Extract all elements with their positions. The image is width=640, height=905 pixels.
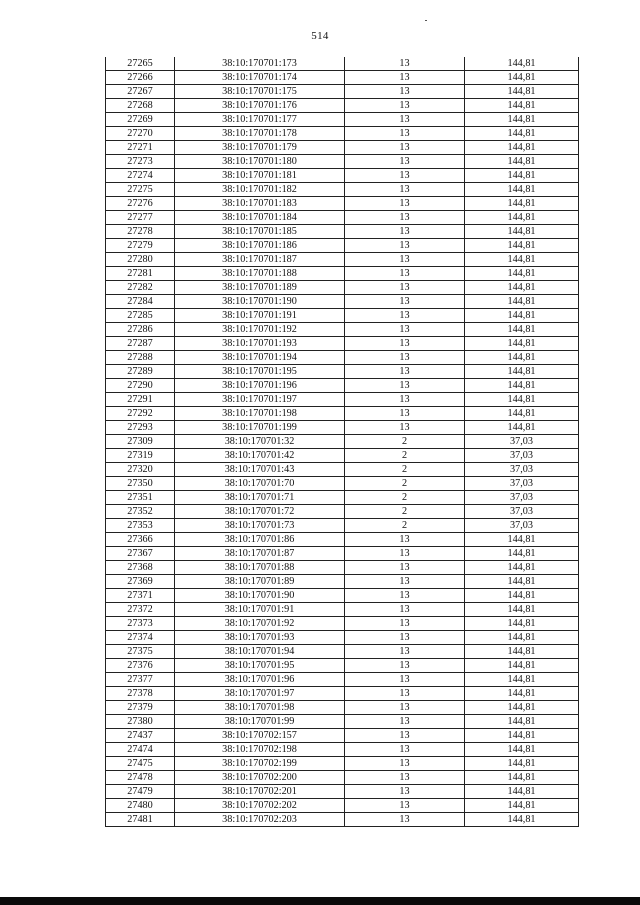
area-cell: 144,81 [465, 169, 579, 183]
table-row [106, 743, 579, 757]
data-table-container [105, 57, 579, 827]
share-cell: 13 [345, 673, 465, 687]
share-cell: 13 [345, 617, 465, 631]
area-cell: 144,81 [465, 603, 579, 617]
area-cell: 144,81 [465, 575, 579, 589]
share-cell: 13 [345, 799, 465, 813]
cadastral-number-cell: 38:10:170701:98 [175, 701, 345, 715]
area-cell: 144,81 [465, 99, 579, 113]
table-row [106, 659, 579, 673]
area-cell: 144,81 [465, 57, 579, 71]
row-number-cell: 27369 [106, 575, 175, 589]
table-row [106, 155, 579, 169]
row-number-cell: 27288 [106, 351, 175, 365]
cadastral-number-cell: 38:10:170701:188 [175, 267, 345, 281]
share-cell: 13 [345, 71, 465, 85]
row-number-cell: 27286 [106, 323, 175, 337]
share-cell: 13 [345, 379, 465, 393]
share-cell: 13 [345, 267, 465, 281]
cadastral-number-cell: 38:10:170701:94 [175, 645, 345, 659]
row-number-cell: 27265 [106, 57, 175, 71]
table-row [106, 715, 579, 729]
cadastral-number-cell: 38:10:170701:185 [175, 225, 345, 239]
share-cell: 2 [345, 491, 465, 505]
cadastral-number-cell: 38:10:170701:197 [175, 393, 345, 407]
row-number-cell: 27378 [106, 687, 175, 701]
table-row [106, 729, 579, 743]
share-cell: 13 [345, 197, 465, 211]
table-row [106, 813, 579, 827]
area-cell: 144,81 [465, 771, 579, 785]
row-number-cell: 27291 [106, 393, 175, 407]
row-number-cell: 27351 [106, 491, 175, 505]
area-cell: 144,81 [465, 799, 579, 813]
row-number-cell: 27352 [106, 505, 175, 519]
row-number-cell: 27274 [106, 169, 175, 183]
share-cell: 13 [345, 589, 465, 603]
row-number-cell: 27377 [106, 673, 175, 687]
cadastral-number-cell: 38:10:170701:196 [175, 379, 345, 393]
table-row [106, 239, 579, 253]
area-cell: 144,81 [465, 687, 579, 701]
area-cell: 144,81 [465, 281, 579, 295]
table-row [106, 197, 579, 211]
cadastral-number-cell: 38:10:170701:181 [175, 169, 345, 183]
area-cell: 144,81 [465, 645, 579, 659]
table-row [106, 617, 579, 631]
scan-speck [425, 20, 427, 21]
share-cell: 13 [345, 533, 465, 547]
row-number-cell: 27276 [106, 197, 175, 211]
share-cell: 13 [345, 211, 465, 225]
area-cell: 144,81 [465, 659, 579, 673]
area-cell: 144,81 [465, 127, 579, 141]
table-row [106, 113, 579, 127]
table-row [106, 127, 579, 141]
row-number-cell: 27379 [106, 701, 175, 715]
cadastral-number-cell: 38:10:170701:186 [175, 239, 345, 253]
row-number-cell: 27373 [106, 617, 175, 631]
cadastral-number-cell: 38:10:170701:95 [175, 659, 345, 673]
table-row [106, 477, 579, 491]
share-cell: 2 [345, 463, 465, 477]
row-number-cell: 27481 [106, 813, 175, 827]
area-cell: 144,81 [465, 393, 579, 407]
cadastral-number-cell: 38:10:170701:189 [175, 281, 345, 295]
cadastral-number-cell: 38:10:170702:202 [175, 799, 345, 813]
row-number-cell: 27479 [106, 785, 175, 799]
row-number-cell: 27267 [106, 85, 175, 99]
table-row [106, 211, 579, 225]
table-row [106, 71, 579, 85]
area-cell: 144,81 [465, 351, 579, 365]
share-cell: 13 [345, 561, 465, 575]
cadastral-number-cell: 38:10:170701:177 [175, 113, 345, 127]
cadastral-number-cell: 38:10:170701:195 [175, 365, 345, 379]
table-row [106, 757, 579, 771]
cadastral-number-cell: 38:10:170701:192 [175, 323, 345, 337]
page-number: 514 [311, 30, 329, 42]
cadastral-number-cell: 38:10:170701:42 [175, 449, 345, 463]
share-cell: 13 [345, 813, 465, 827]
row-number-cell: 27371 [106, 589, 175, 603]
cadastral-number-cell: 38:10:170701:71 [175, 491, 345, 505]
cadastral-number-cell: 38:10:170701:173 [175, 57, 345, 71]
share-cell: 13 [345, 575, 465, 589]
cadastral-number-cell: 38:10:170701:199 [175, 421, 345, 435]
data-table [105, 57, 579, 827]
cadastral-number-cell: 38:10:170701:91 [175, 603, 345, 617]
table-row [106, 365, 579, 379]
table-row [106, 771, 579, 785]
row-number-cell: 27289 [106, 365, 175, 379]
row-number-cell: 27350 [106, 477, 175, 491]
table-row [106, 337, 579, 351]
share-cell: 13 [345, 701, 465, 715]
cadastral-number-cell: 38:10:170701:73 [175, 519, 345, 533]
area-cell: 144,81 [465, 337, 579, 351]
cadastral-number-cell: 38:10:170702:199 [175, 757, 345, 771]
area-cell: 144,81 [465, 197, 579, 211]
table-row [106, 645, 579, 659]
area-cell: 144,81 [465, 85, 579, 99]
cadastral-number-cell: 38:10:170701:187 [175, 253, 345, 267]
area-cell: 144,81 [465, 617, 579, 631]
share-cell: 13 [345, 631, 465, 645]
row-number-cell: 27309 [106, 435, 175, 449]
row-number-cell: 27478 [106, 771, 175, 785]
table-row [106, 225, 579, 239]
row-number-cell: 27475 [106, 757, 175, 771]
table-row [106, 533, 579, 547]
share-cell: 13 [345, 113, 465, 127]
share-cell: 13 [345, 645, 465, 659]
table-row [106, 785, 579, 799]
area-cell: 144,81 [465, 743, 579, 757]
share-cell: 2 [345, 477, 465, 491]
row-number-cell: 27437 [106, 729, 175, 743]
table-row [106, 351, 579, 365]
row-number-cell: 27375 [106, 645, 175, 659]
share-cell: 13 [345, 365, 465, 379]
cadastral-number-cell: 38:10:170701:184 [175, 211, 345, 225]
cadastral-number-cell: 38:10:170701:88 [175, 561, 345, 575]
row-number-cell: 27270 [106, 127, 175, 141]
table-row [106, 323, 579, 337]
area-cell: 144,81 [465, 225, 579, 239]
table-row [106, 379, 579, 393]
share-cell: 13 [345, 785, 465, 799]
row-number-cell: 27271 [106, 141, 175, 155]
cadastral-number-cell: 38:10:170701:174 [175, 71, 345, 85]
share-cell: 13 [345, 743, 465, 757]
cadastral-number-cell: 38:10:170701:99 [175, 715, 345, 729]
area-cell: 144,81 [465, 701, 579, 715]
share-cell: 13 [345, 687, 465, 701]
row-number-cell: 27320 [106, 463, 175, 477]
table-row [106, 183, 579, 197]
cadastral-number-cell: 38:10:170701:183 [175, 197, 345, 211]
table-row [106, 407, 579, 421]
table-row [106, 547, 579, 561]
area-cell: 144,81 [465, 673, 579, 687]
row-number-cell: 27293 [106, 421, 175, 435]
table-row [106, 687, 579, 701]
row-number-cell: 27474 [106, 743, 175, 757]
share-cell: 13 [345, 323, 465, 337]
scan-bottom-border [0, 897, 640, 905]
table-row [106, 309, 579, 323]
cadastral-number-cell: 38:10:170702:200 [175, 771, 345, 785]
area-cell: 37,03 [465, 435, 579, 449]
share-cell: 13 [345, 351, 465, 365]
share-cell: 2 [345, 449, 465, 463]
area-cell: 144,81 [465, 407, 579, 421]
cadastral-number-cell: 38:10:170702:201 [175, 785, 345, 799]
row-number-cell: 27367 [106, 547, 175, 561]
row-number-cell: 27266 [106, 71, 175, 85]
share-cell: 13 [345, 183, 465, 197]
cadastral-number-cell: 38:10:170701:72 [175, 505, 345, 519]
cadastral-number-cell: 38:10:170701:194 [175, 351, 345, 365]
area-cell: 37,03 [465, 505, 579, 519]
row-number-cell: 27269 [106, 113, 175, 127]
table-row [106, 505, 579, 519]
cadastral-number-cell: 38:10:170701:178 [175, 127, 345, 141]
share-cell: 13 [345, 155, 465, 169]
table-row [106, 99, 579, 113]
table-row [106, 603, 579, 617]
area-cell: 144,81 [465, 239, 579, 253]
cadastral-number-cell: 38:10:170701:198 [175, 407, 345, 421]
cadastral-number-cell: 38:10:170701:190 [175, 295, 345, 309]
row-number-cell: 27353 [106, 519, 175, 533]
table-row [106, 267, 579, 281]
row-number-cell: 27380 [106, 715, 175, 729]
row-number-cell: 27277 [106, 211, 175, 225]
area-cell: 144,81 [465, 547, 579, 561]
area-cell: 37,03 [465, 463, 579, 477]
row-number-cell: 27290 [106, 379, 175, 393]
share-cell: 13 [345, 421, 465, 435]
table-row [106, 253, 579, 267]
cadastral-number-cell: 38:10:170701:70 [175, 477, 345, 491]
cadastral-number-cell: 38:10:170701:191 [175, 309, 345, 323]
share-cell: 13 [345, 281, 465, 295]
cadastral-number-cell: 38:10:170701:86 [175, 533, 345, 547]
share-cell: 13 [345, 57, 465, 71]
share-cell: 13 [345, 99, 465, 113]
cadastral-number-cell: 38:10:170701:32 [175, 435, 345, 449]
share-cell: 2 [345, 435, 465, 449]
area-cell: 144,81 [465, 309, 579, 323]
cadastral-number-cell: 38:10:170701:176 [175, 99, 345, 113]
table-row [106, 589, 579, 603]
area-cell: 144,81 [465, 757, 579, 771]
cadastral-number-cell: 38:10:170701:89 [175, 575, 345, 589]
row-number-cell: 27366 [106, 533, 175, 547]
area-cell: 144,81 [465, 155, 579, 169]
cadastral-number-cell: 38:10:170701:179 [175, 141, 345, 155]
share-cell: 13 [345, 127, 465, 141]
area-cell: 144,81 [465, 141, 579, 155]
row-number-cell: 27480 [106, 799, 175, 813]
row-number-cell: 27292 [106, 407, 175, 421]
table-row [106, 519, 579, 533]
share-cell: 13 [345, 239, 465, 253]
area-cell: 144,81 [465, 365, 579, 379]
table-row [106, 673, 579, 687]
cadastral-number-cell: 38:10:170701:90 [175, 589, 345, 603]
row-number-cell: 27278 [106, 225, 175, 239]
area-cell: 144,81 [465, 183, 579, 197]
area-cell: 144,81 [465, 295, 579, 309]
share-cell: 13 [345, 407, 465, 421]
share-cell: 13 [345, 141, 465, 155]
table-row [106, 491, 579, 505]
cadastral-number-cell: 38:10:170702:198 [175, 743, 345, 757]
share-cell: 13 [345, 253, 465, 267]
table-row [106, 141, 579, 155]
table-row [106, 561, 579, 575]
share-cell: 13 [345, 85, 465, 99]
row-number-cell: 27281 [106, 267, 175, 281]
share-cell: 13 [345, 757, 465, 771]
share-cell: 13 [345, 309, 465, 323]
area-cell: 144,81 [465, 421, 579, 435]
share-cell: 13 [345, 729, 465, 743]
row-number-cell: 27268 [106, 99, 175, 113]
share-cell: 13 [345, 337, 465, 351]
row-number-cell: 27275 [106, 183, 175, 197]
row-number-cell: 27376 [106, 659, 175, 673]
share-cell: 13 [345, 603, 465, 617]
table-row [106, 449, 579, 463]
table-row [106, 169, 579, 183]
share-cell: 13 [345, 771, 465, 785]
table-row [106, 57, 579, 71]
cadastral-number-cell: 38:10:170701:87 [175, 547, 345, 561]
cadastral-number-cell: 38:10:170701:43 [175, 463, 345, 477]
row-number-cell: 27279 [106, 239, 175, 253]
row-number-cell: 27368 [106, 561, 175, 575]
cadastral-number-cell: 38:10:170701:96 [175, 673, 345, 687]
cadastral-number-cell: 38:10:170701:93 [175, 631, 345, 645]
share-cell: 13 [345, 295, 465, 309]
area-cell: 37,03 [465, 519, 579, 533]
row-number-cell: 27287 [106, 337, 175, 351]
cadastral-number-cell: 38:10:170701:182 [175, 183, 345, 197]
row-number-cell: 27273 [106, 155, 175, 169]
share-cell: 13 [345, 659, 465, 673]
share-cell: 13 [345, 225, 465, 239]
area-cell: 144,81 [465, 267, 579, 281]
area-cell: 144,81 [465, 561, 579, 575]
row-number-cell: 27285 [106, 309, 175, 323]
share-cell: 13 [345, 169, 465, 183]
table-row [106, 85, 579, 99]
cadastral-number-cell: 38:10:170701:193 [175, 337, 345, 351]
table-row [106, 435, 579, 449]
area-cell: 144,81 [465, 113, 579, 127]
share-cell: 13 [345, 547, 465, 561]
table-row [106, 393, 579, 407]
cadastral-number-cell: 38:10:170701:92 [175, 617, 345, 631]
table-row [106, 799, 579, 813]
area-cell: 144,81 [465, 813, 579, 827]
area-cell: 144,81 [465, 211, 579, 225]
table-row [106, 631, 579, 645]
area-cell: 144,81 [465, 631, 579, 645]
area-cell: 144,81 [465, 715, 579, 729]
area-cell: 144,81 [465, 323, 579, 337]
cadastral-number-cell: 38:10:170702:203 [175, 813, 345, 827]
row-number-cell: 27372 [106, 603, 175, 617]
cadastral-number-cell: 38:10:170701:175 [175, 85, 345, 99]
table-body [106, 57, 579, 827]
area-cell: 144,81 [465, 71, 579, 85]
area-cell: 144,81 [465, 729, 579, 743]
row-number-cell: 27284 [106, 295, 175, 309]
table-row [106, 463, 579, 477]
cadastral-number-cell: 38:10:170702:157 [175, 729, 345, 743]
cadastral-number-cell: 38:10:170701:97 [175, 687, 345, 701]
share-cell: 2 [345, 519, 465, 533]
cadastral-number-cell: 38:10:170701:180 [175, 155, 345, 169]
table-row [106, 701, 579, 715]
share-cell: 13 [345, 393, 465, 407]
area-cell: 37,03 [465, 449, 579, 463]
area-cell: 144,81 [465, 589, 579, 603]
row-number-cell: 27374 [106, 631, 175, 645]
table-row [106, 421, 579, 435]
table-row [106, 295, 579, 309]
row-number-cell: 27280 [106, 253, 175, 267]
area-cell: 144,81 [465, 253, 579, 267]
share-cell: 2 [345, 505, 465, 519]
area-cell: 144,81 [465, 533, 579, 547]
area-cell: 37,03 [465, 477, 579, 491]
share-cell: 13 [345, 715, 465, 729]
row-number-cell: 27282 [106, 281, 175, 295]
area-cell: 37,03 [465, 491, 579, 505]
area-cell: 144,81 [465, 785, 579, 799]
area-cell: 144,81 [465, 379, 579, 393]
row-number-cell: 27319 [106, 449, 175, 463]
table-row [106, 575, 579, 589]
table-row [106, 281, 579, 295]
